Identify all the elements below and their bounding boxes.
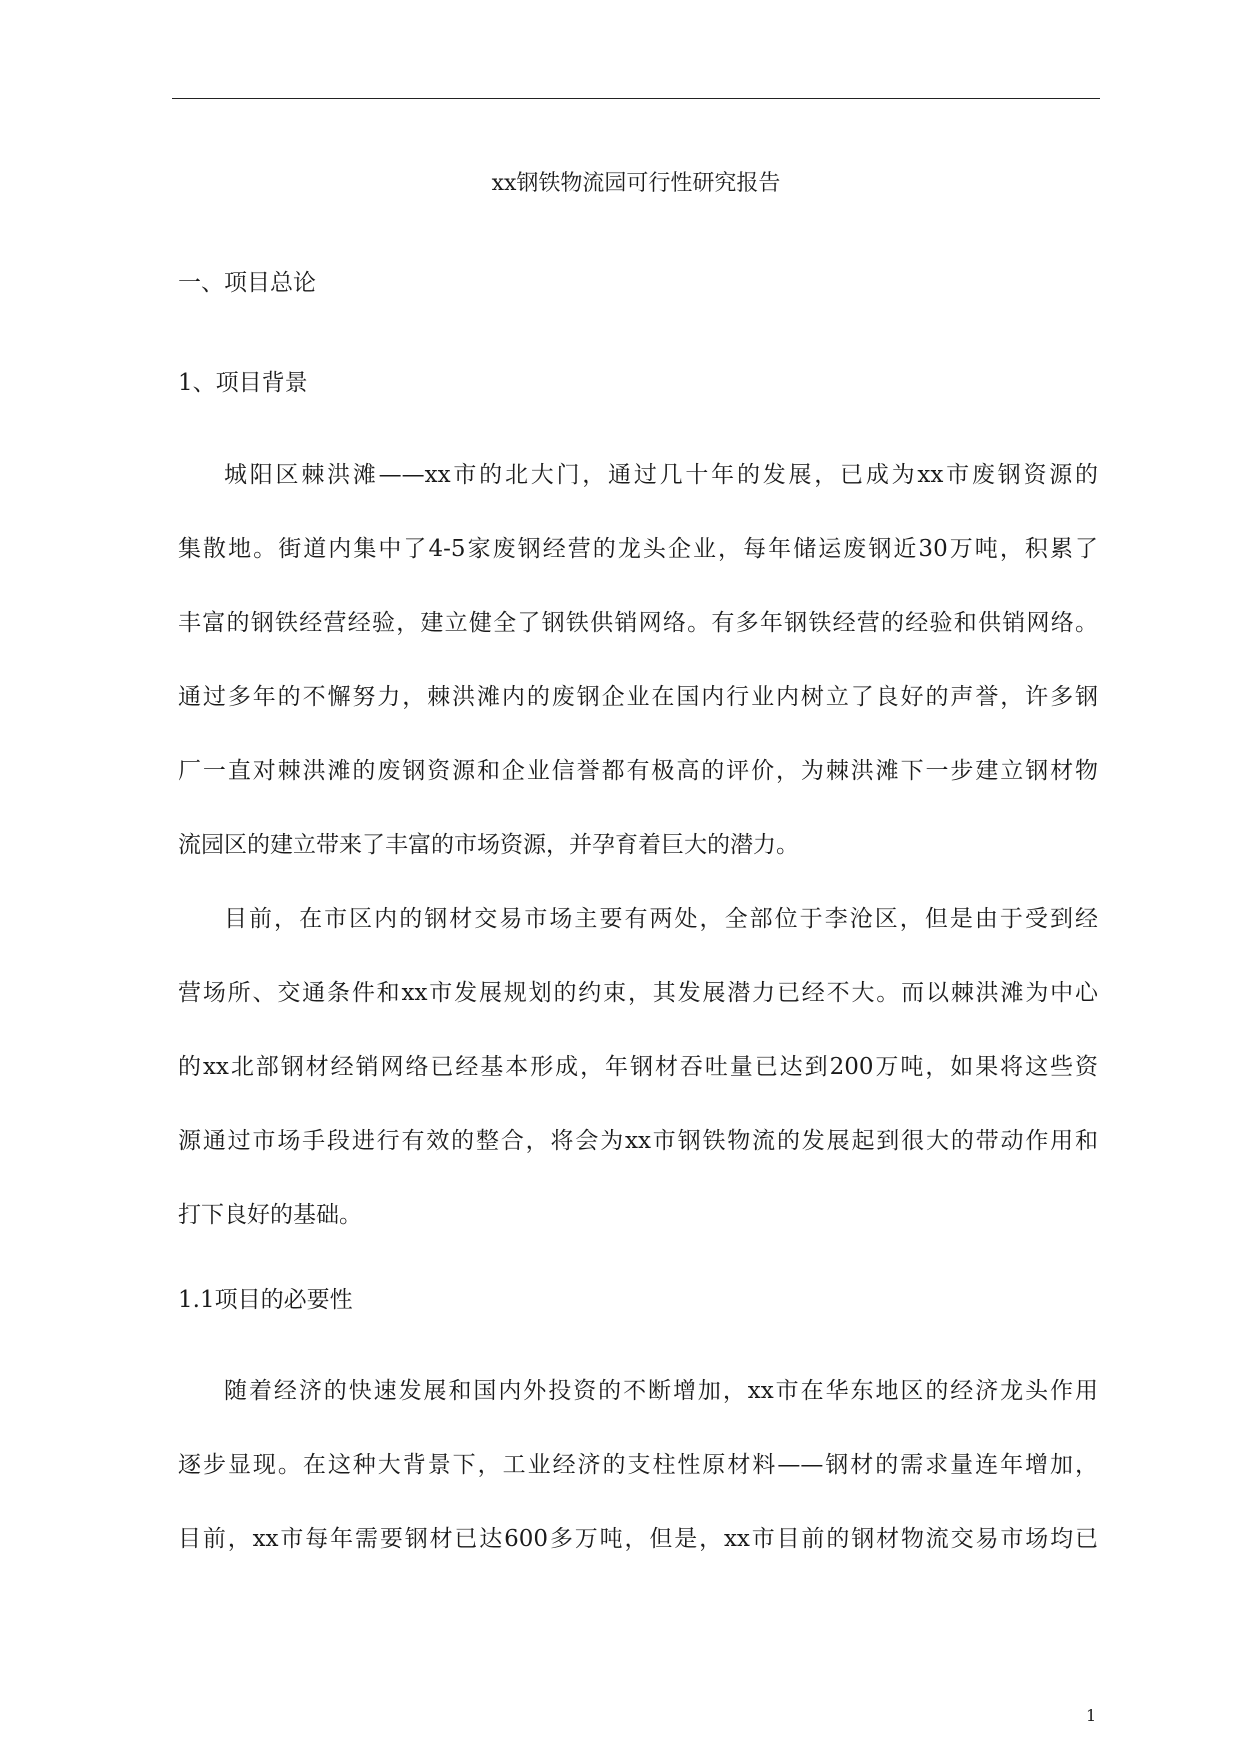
subsection-heading-necessity: 1.1项目的必要性 [178, 1287, 353, 1313]
paragraph-line: 流园区的建立带来了丰富的市场资源，并孕育着巨大的潜力。 [178, 832, 799, 858]
paragraph-line: 集散地。街道内集中了4-5家废钢经营的龙头企业，每年储运废钢近30万吨，积累了 [178, 536, 1098, 562]
paragraph-line: 营场所、交通条件和xx市发展规划的约束，其发展潜力已经不大。而以棘洪滩为中心 [178, 980, 1098, 1006]
paragraph-line: 厂一直对棘洪滩的废钢资源和企业信誉都有极高的评价，为棘洪滩下一步建立钢材物 [178, 758, 1098, 784]
paragraph-line: 城阳区棘洪滩——xx市的北大门，通过几十年的发展，已成为xx市废钢资源的 [224, 462, 1098, 488]
paragraph-line: 通过多年的不懈努力，棘洪滩内的废钢企业在国内行业内树立了良好的声誉，许多钢 [178, 684, 1098, 710]
paragraph-background [178, 438, 1098, 882]
paragraph-line: 逐步显现。在这种大背景下，工业经济的支柱性原材料——钢材的需求量连年增加， [178, 1452, 1098, 1478]
paragraph-necessity [178, 1354, 1098, 1576]
paragraph-line: 目前，xx市每年需要钢材已达600多万吨，但是，xx市目前的钢材物流交易市场均已 [178, 1526, 1098, 1552]
paragraph-line: 丰富的钢铁经营经验，建立健全了钢铁供销网络。有多年钢铁经营的经验和供销网络。 [178, 610, 1098, 636]
paragraph-current-market [178, 882, 1098, 1252]
paragraph-line: 目前，在市区内的钢材交易市场主要有两处，全部位于李沧区，但是由于受到经 [224, 906, 1098, 932]
paragraph-line: 随着经济的快速发展和国内外投资的不断增加，xx市在华东地区的经济龙头作用 [224, 1378, 1098, 1404]
subsection-heading-background: 1、项目背景 [178, 370, 308, 396]
header-rule [172, 98, 1100, 99]
page-number: 1 [1086, 1706, 1097, 1725]
paragraph-line: 的xx北部钢材经销网络已经基本形成，年钢材吞吐量已达到200万吨，如果将这些资 [178, 1054, 1098, 1080]
section-heading-overview: 一、项目总论 [178, 270, 316, 296]
paragraph-line: 打下良好的基础。 [178, 1202, 362, 1228]
paragraph-line: 源通过市场手段进行有效的整合，将会为xx市钢铁物流的发展起到很大的带动作用和 [178, 1128, 1098, 1154]
document-title: xx钢铁物流园可行性研究报告 [491, 171, 781, 196]
